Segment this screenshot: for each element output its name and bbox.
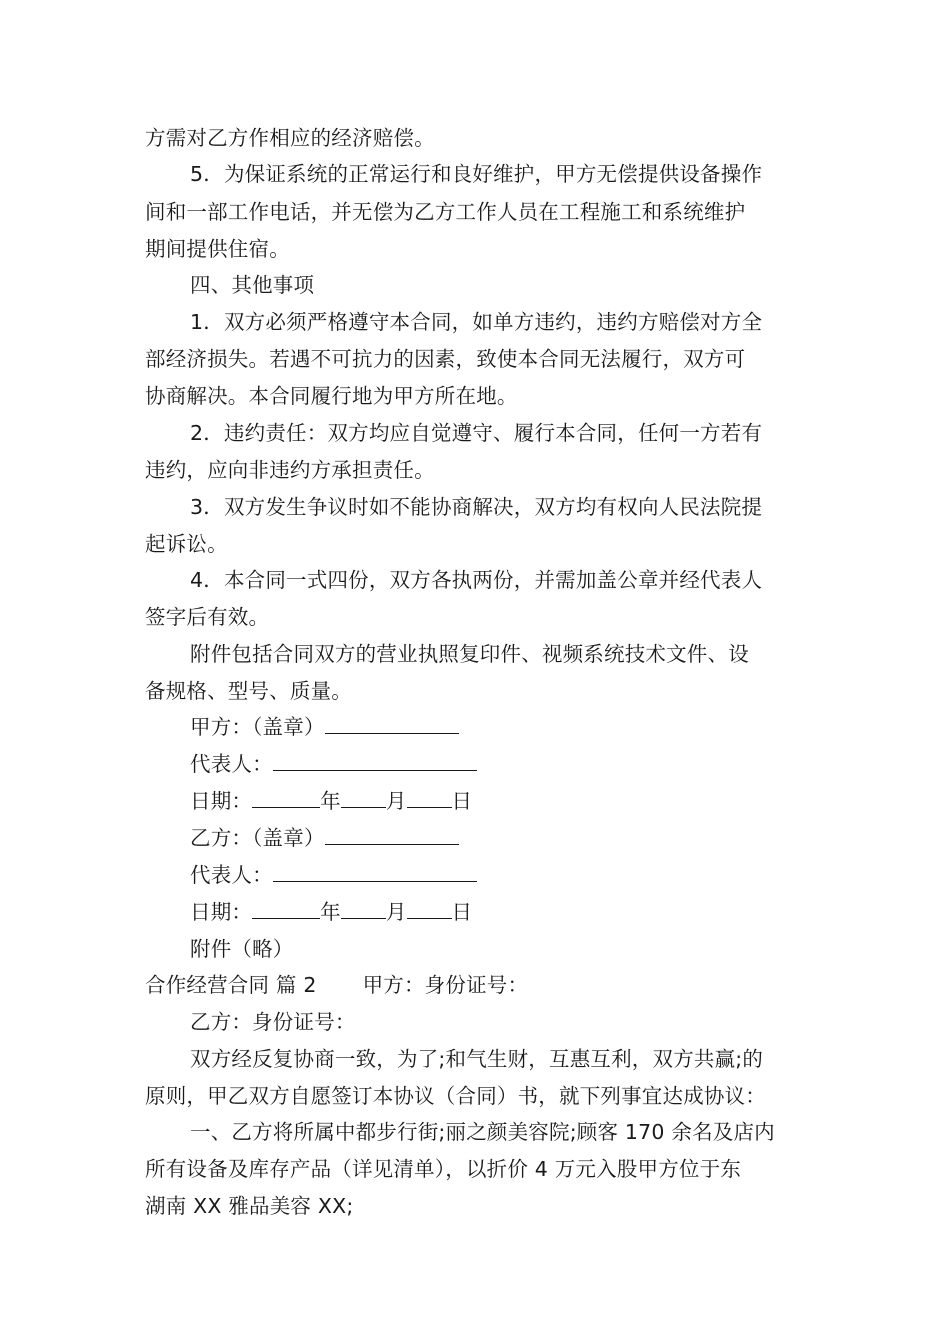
paragraph-line: 部经济损失。若遇不可抗力的因素，致使本合同无法履行，双方可 xyxy=(145,347,746,371)
paragraph-line: 签字后有效。 xyxy=(145,605,270,629)
contract2-paragraph-line: 所有设备及库存产品（详见清单），以折价 4 万元入股甲方位于东 xyxy=(145,1157,742,1181)
attachment-note: 附件包括合同双方的营业执照复印件、视频系统技术文件、设 xyxy=(190,642,749,666)
contract2-clause-1: 一、乙方将所属中都步行街;丽之颜美容院;顾客 170 余名及店内 xyxy=(190,1120,775,1144)
paragraph-line: 间和一部工作电话，并无偿为乙方工作人员在工程施工和系统维护 xyxy=(145,200,746,224)
contract2-heading-line xyxy=(145,971,528,999)
party-a-rep-blank[interactable] xyxy=(273,750,477,771)
day-label: 日 xyxy=(451,789,473,813)
party-a-seal-label: 甲方：（盖章） xyxy=(190,715,325,739)
party-a-seal-blank[interactable] xyxy=(325,713,459,734)
paragraph-line: 协商解决。本合同履行地为甲方所在地。 xyxy=(145,384,518,408)
clause-2: 2．违约责任：双方均应自觉遵守、履行本合同，任何一方若有 xyxy=(190,421,763,445)
contract2-paragraph: 双方经反复协商一致，为了;和气生财，互惠互利，双方共赢;的 xyxy=(190,1047,764,1071)
paragraph-line: 期间提供住宿。 xyxy=(145,237,290,261)
date-label: 日期： xyxy=(190,900,253,924)
paragraph-line: 起诉讼。 xyxy=(145,532,228,556)
clause-4: 4．本合同一式四份，双方各执两份，并需加盖公章并经代表人 xyxy=(190,568,763,592)
month-blank[interactable] xyxy=(341,898,386,919)
party-b-seal-line xyxy=(190,824,459,852)
day-blank[interactable] xyxy=(407,787,452,808)
party-a-rep-line xyxy=(190,750,477,778)
attachment-omitted: 附件（略） xyxy=(190,937,294,961)
party-a-seal-line xyxy=(190,713,459,741)
day-label: 日 xyxy=(451,900,473,924)
contract2-party-b: 乙方：身份证号： xyxy=(190,1010,356,1034)
party-b-rep-blank[interactable] xyxy=(273,861,477,882)
paragraph-line: 备规格、型号、质量。 xyxy=(145,679,352,703)
party-a-date-line xyxy=(190,787,472,815)
clause-5: 5．为保证系统的正常运行和良好维护，甲方无偿提供设备操作 xyxy=(190,162,763,186)
contract2-heading: 合作经营合同 篇 2 xyxy=(145,973,317,997)
date-label: 日期： xyxy=(190,789,253,813)
party-a-rep-label: 代表人： xyxy=(190,752,273,776)
contract2-paragraph-line: 湖南 XX 雅品美容 XX; xyxy=(145,1194,354,1218)
party-b-seal-label: 乙方：（盖章） xyxy=(190,826,325,850)
month-label: 月 xyxy=(385,900,407,924)
paragraph-line: 方需对乙方作相应的经济赔偿。 xyxy=(145,126,435,150)
day-blank[interactable] xyxy=(407,898,452,919)
party-b-seal-blank[interactable] xyxy=(325,824,459,845)
clause-3: 3．双方发生争议时如不能协商解决，双方均有权向人民法院提 xyxy=(190,495,763,519)
contract2-paragraph-line: 原则，甲乙双方自愿签订本协议（合同）书，就下列事宜达成协议： xyxy=(145,1084,766,1108)
month-blank[interactable] xyxy=(341,787,386,808)
month-label: 月 xyxy=(385,789,407,813)
contract2-party-a: 甲方：身份证号： xyxy=(362,973,529,997)
party-b-rep-line xyxy=(190,861,477,889)
clause-1: 1．双方必须严格遵守本合同，如单方违约，违约方赔偿对方全 xyxy=(190,310,763,334)
party-b-date-line xyxy=(190,898,472,926)
party-b-rep-label: 代表人： xyxy=(190,863,273,887)
year-label: 年 xyxy=(320,789,341,813)
year-label: 年 xyxy=(320,900,341,924)
paragraph-line: 违约，应向非违约方承担责任。 xyxy=(145,458,435,482)
year-blank[interactable] xyxy=(252,898,320,919)
section-heading: 四、其他事项 xyxy=(190,273,315,297)
year-blank[interactable] xyxy=(252,787,320,808)
